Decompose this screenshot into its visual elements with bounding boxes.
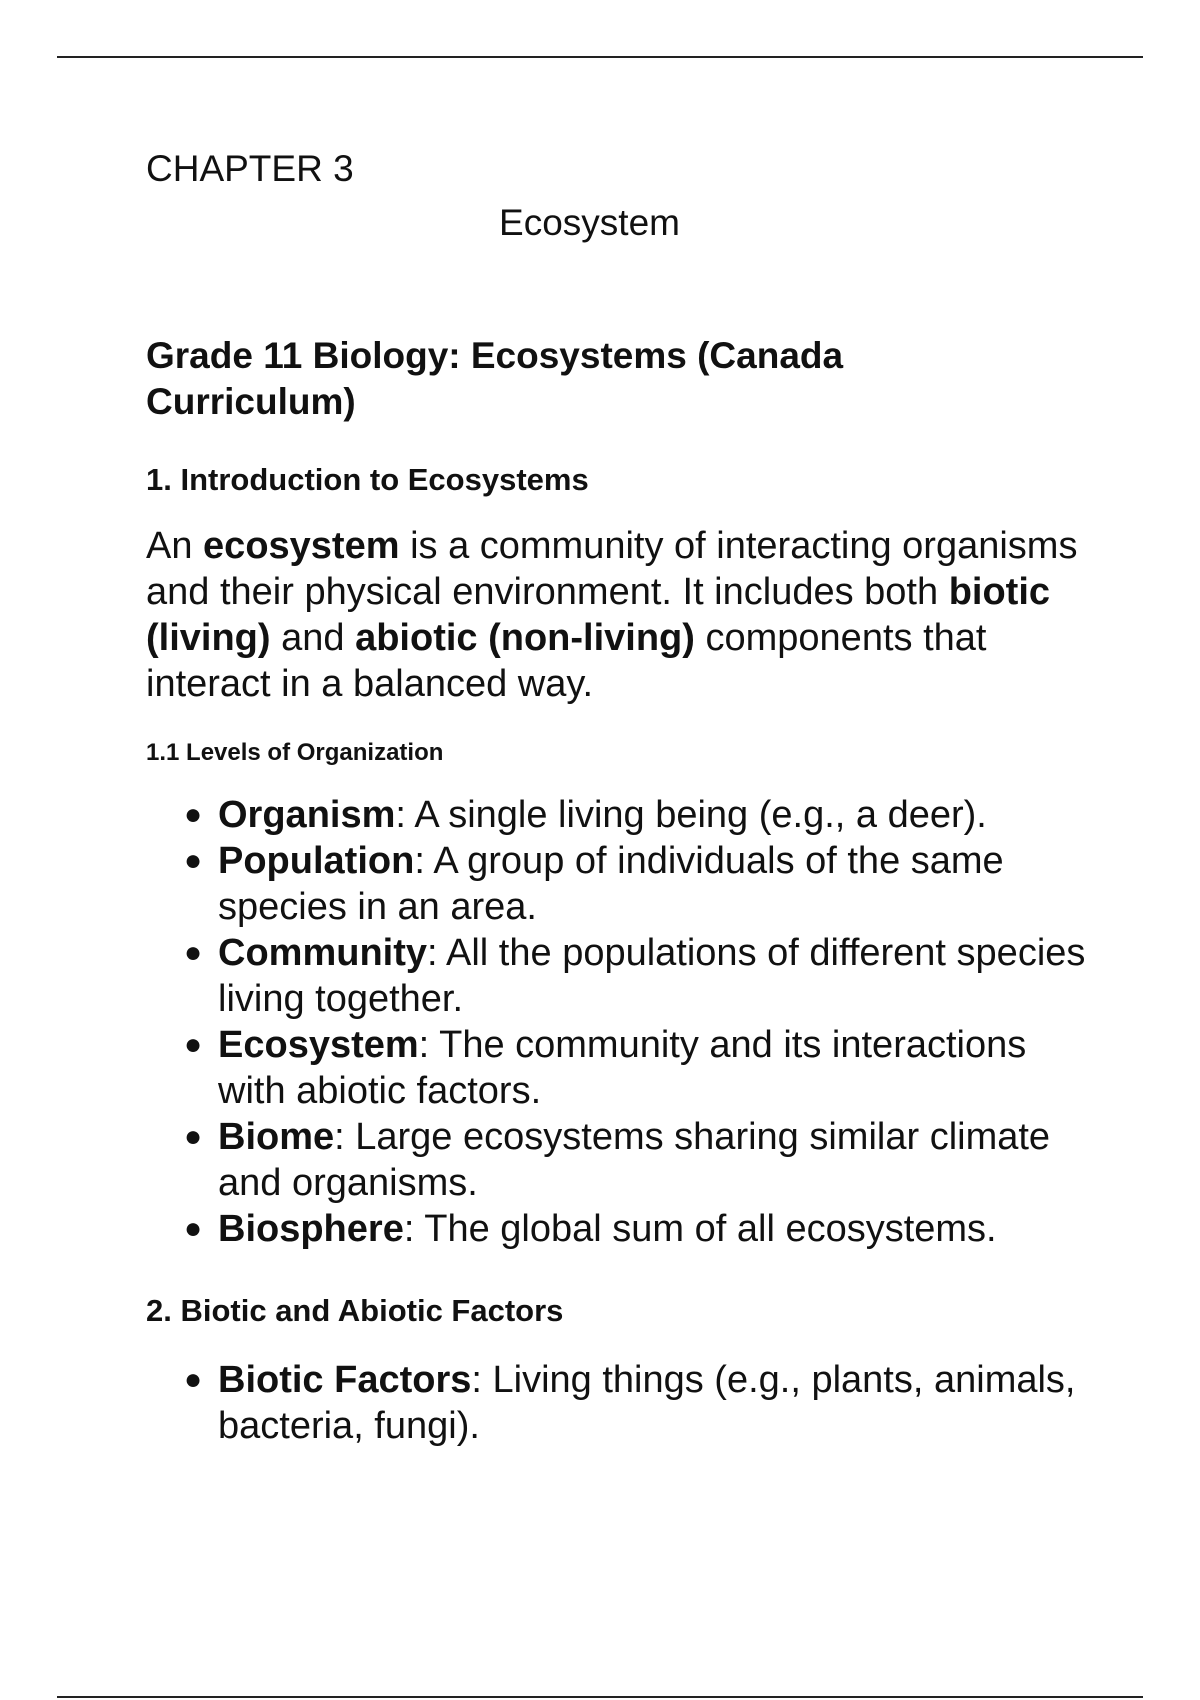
bullet-icon: ● <box>184 1120 203 1153</box>
list-item-term: Biome <box>218 1116 335 1158</box>
section-heading-factors: 2. Biotic and Abiotic Factors <box>146 1293 564 1328</box>
list-item-text: : Living things (e.g., plants, animals, bacteria, fungi). <box>218 1359 1076 1447</box>
levels-list <box>146 792 1096 1252</box>
list-item-term: Ecosystem <box>218 1024 419 1066</box>
factors-list <box>146 1357 1096 1449</box>
list-item-term: Organism <box>218 794 396 836</box>
bullet-icon: ● <box>184 798 203 831</box>
list-item-text: : Large ecosystems sharing similar climate and organisms. <box>218 1116 1051 1204</box>
list-item-text: : The global sum of all ecosystems. <box>403 1208 997 1250</box>
intro-bold-abiotic: abiotic (non-living) <box>355 617 695 659</box>
bullet-icon: ● <box>184 936 203 969</box>
list-item-term: Population <box>218 840 415 882</box>
list-item-text: : A group of individuals of the same species in an area. <box>218 840 1004 928</box>
chapter-subtitle: Ecosystem <box>499 202 680 243</box>
bullet-icon: ● <box>184 1212 203 1245</box>
intro-bold-ecosystem: ecosystem <box>203 525 400 567</box>
list-item <box>146 930 1096 1022</box>
intro-text-2: is a community of interacting organisms and their physical environment. It includes both <box>146 525 1078 613</box>
list-item-text: : The community and its interactions with abiotic factors. <box>218 1024 1027 1112</box>
list-item-term: Biosphere <box>218 1208 404 1250</box>
list-item-text: : All the populations of different species living together. <box>218 932 1086 1020</box>
list-item <box>146 1114 1096 1206</box>
list-item <box>146 792 1096 838</box>
subsection-heading-levels: 1.1 Levels of Organization <box>146 739 444 766</box>
intro-paragraph <box>146 523 1096 707</box>
chapter-label: CHAPTER 3 <box>146 148 354 189</box>
list-item-term: Community <box>218 932 427 974</box>
intro-text-3: and <box>270 617 356 659</box>
bullet-icon: ● <box>184 1363 203 1396</box>
section-heading-introduction: 1. Introduction to Ecosystems <box>146 462 589 497</box>
list-item-text: : A single living being (e.g., a deer). <box>395 794 987 836</box>
list-item-term: Biotic Factors <box>218 1359 472 1401</box>
list-item <box>146 838 1096 930</box>
intro-text-1: An <box>146 525 204 567</box>
intro-text-4: components that interact in a balanced way. <box>146 617 987 705</box>
bullet-icon: ● <box>184 844 203 877</box>
bottom-rule <box>57 1696 1143 1698</box>
list-item <box>146 1206 1096 1252</box>
intro-bold-biotic: biotic (living) <box>146 571 1051 659</box>
bullet-icon: ● <box>184 1028 203 1061</box>
document-title: Grade 11 Biology: Ecosystems (Canada Curriculum) <box>146 335 844 422</box>
top-rule <box>57 56 1143 58</box>
list-item <box>146 1357 1096 1449</box>
list-item <box>146 1022 1096 1114</box>
